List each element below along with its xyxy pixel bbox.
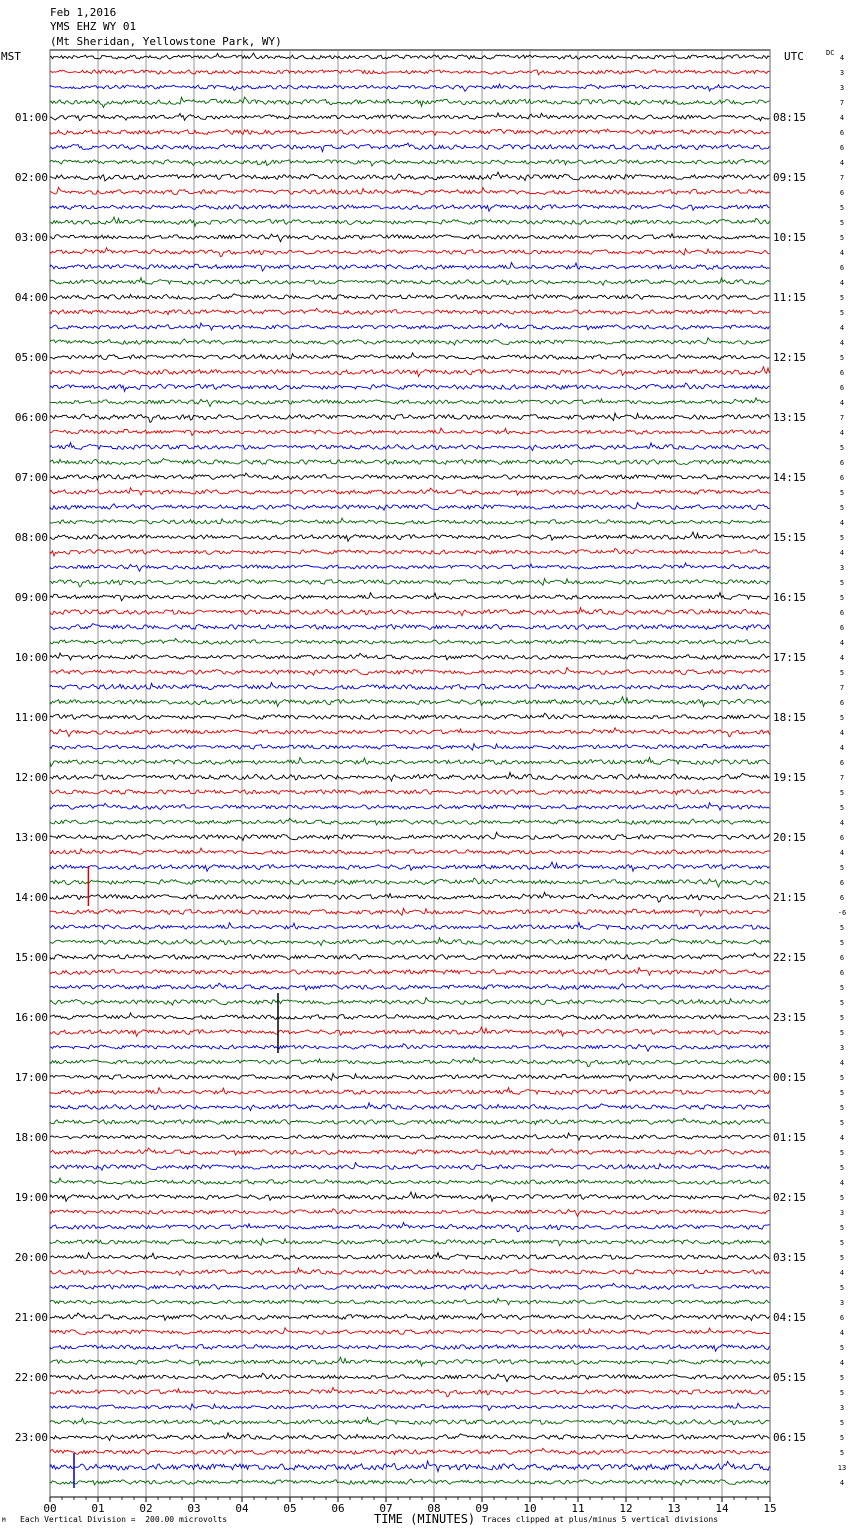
dc-offset-label: 3 [839, 1404, 845, 1412]
seismic-trace [50, 757, 770, 766]
seismic-trace [50, 263, 770, 272]
seismic-trace [50, 97, 770, 107]
seismic-trace [50, 1133, 770, 1140]
dc-offset-label: 4 [839, 639, 845, 647]
dc-offset-label: 5 [839, 1164, 845, 1172]
dc-offset-label: 5 [839, 1194, 845, 1202]
seismic-trace [50, 1209, 770, 1217]
mst-hour-label: 14:00 [14, 891, 48, 904]
left-timezone-label: MST [1, 50, 21, 63]
dc-offset-label: 6 [839, 954, 845, 962]
seismic-trace [50, 84, 770, 91]
dc-offset-label: 5 [839, 204, 845, 212]
page-title: Feb 1,2016 [50, 6, 117, 19]
x-tick-label: 14 [715, 1502, 729, 1515]
dc-offset-label: 4 [839, 729, 845, 737]
mst-hour-label: 06:00 [14, 411, 48, 424]
dc-offset-label: 4 [839, 819, 845, 827]
seismic-trace [50, 1118, 770, 1124]
dc-offset-label: 4 [839, 849, 845, 857]
utc-hour-label: 01:15 [773, 1131, 807, 1144]
utc-hour-label: 02:15 [773, 1191, 807, 1204]
dc-offset-label: 4 [839, 159, 845, 167]
right-timezone-label: UTC [784, 50, 804, 63]
seismic-trace [50, 1268, 770, 1275]
dc-offset-label: 5 [839, 939, 845, 947]
seismic-trace [50, 832, 770, 840]
x-tick-label: 05 [283, 1502, 297, 1515]
seismic-trace [50, 1192, 770, 1201]
mst-hour-label: 18:00 [14, 1131, 48, 1144]
utc-hour-label: 21:15 [773, 891, 807, 904]
seismic-trace [50, 1058, 770, 1067]
dc-offset-label: 5 [839, 669, 845, 677]
x-tick-label: 03 [187, 1502, 201, 1515]
dc-offset-label: 5 [839, 1224, 845, 1232]
dc-offset-label: 5 [839, 504, 845, 512]
seismic-trace [50, 1222, 770, 1231]
dc-offset-label: 6 [839, 189, 845, 197]
seismic-trace [50, 549, 770, 557]
x-tick-label: 15 [763, 1502, 777, 1515]
dc-offset-label: 4 [839, 279, 845, 287]
seismic-trace [50, 160, 770, 167]
seismic-trace [50, 1298, 770, 1305]
utc-hour-label: 23:15 [773, 1011, 807, 1024]
mst-hour-label: 05:00 [14, 351, 48, 364]
x-tick-label: 10 [523, 1502, 537, 1515]
seismic-trace [50, 70, 770, 75]
seismic-trace [50, 668, 770, 676]
dc-offset-label: 6 [839, 834, 845, 842]
seismic-trace [50, 1044, 770, 1052]
seismic-trace [50, 772, 770, 781]
mst-hour-label: 04:00 [14, 291, 48, 304]
seismic-trace [50, 248, 770, 257]
dc-offset-label: 4 [839, 54, 845, 62]
utc-hour-label: 12:15 [773, 351, 807, 364]
mst-hour-label: 15:00 [14, 951, 48, 964]
dc-offset-label: 5 [839, 789, 845, 797]
x-tick-label: 02 [139, 1502, 153, 1515]
seismic-trace [50, 1103, 770, 1111]
dc-offset-label: 6 [839, 879, 845, 887]
dc-offset-label: 5 [839, 864, 845, 872]
seismic-trace [50, 353, 770, 360]
location-label: (Mt Sheridan, Yellowstone Park, WY) [50, 35, 282, 48]
dc-offset-label: 5 [839, 1014, 845, 1022]
seismic-trace [50, 593, 770, 601]
seismic-trace [50, 1328, 770, 1335]
mst-hour-label: 13:00 [14, 831, 48, 844]
dc-offset-label: 4 [839, 339, 845, 347]
x-tick-label: 12 [619, 1502, 633, 1515]
utc-hour-label: 16:15 [773, 591, 807, 604]
seismic-trace [50, 532, 770, 541]
dc-offset-label: 7 [839, 414, 845, 422]
seismic-trace [50, 790, 770, 795]
dc-offset-label: 5 [839, 1284, 845, 1292]
dc-offset-label: 3 [839, 564, 845, 572]
mst-hour-label: 01:00 [14, 111, 48, 124]
x-tick-label: 08 [427, 1502, 441, 1515]
mst-hour-label: 09:00 [14, 591, 48, 604]
seismic-trace [50, 443, 770, 451]
seismic-trace [50, 563, 770, 571]
x-tick-label: 09 [475, 1502, 489, 1515]
dc-offset-label: 4 [839, 1479, 845, 1487]
dc-offset-label: 5 [839, 444, 845, 452]
seismic-trace [50, 892, 770, 902]
seismic-trace [50, 862, 770, 871]
mst-hour-label: 03:00 [14, 231, 48, 244]
dc-offset-label: 4 [839, 744, 845, 752]
utc-hour-label: 17:15 [773, 651, 807, 664]
utc-hour-label: 15:15 [773, 531, 807, 544]
dc-offset-label: 6 [839, 894, 845, 902]
dc-offset-label: 5 [839, 1104, 845, 1112]
dc-offset-label: 5 [839, 579, 845, 587]
x-axis-label: TIME (MINUTES) [374, 1512, 476, 1526]
dc-offset-label: 5 [839, 234, 845, 242]
seismic-trace [50, 697, 770, 707]
dc-offset-label: 7 [839, 774, 845, 782]
mst-hour-label: 21:00 [14, 1311, 48, 1324]
seismic-trace [50, 579, 770, 587]
seismic-trace [50, 383, 770, 391]
dc-offset-label: 6 [839, 1314, 845, 1322]
seismic-trace [50, 803, 770, 810]
x-tick-label: 06 [331, 1502, 345, 1515]
dc-offset-label: 5 [839, 924, 845, 932]
x-tick-label: 01 [91, 1502, 105, 1515]
label-group [15, 54, 846, 1515]
dc-offset-label: 5 [839, 594, 845, 602]
utc-hour-label: 09:15 [773, 171, 807, 184]
seismic-trace [50, 1433, 770, 1441]
utc-hour-label: 18:15 [773, 711, 807, 724]
seismic-trace [50, 473, 770, 480]
dc-offset-label: 6 [839, 969, 845, 977]
utc-hour-label: 10:15 [773, 231, 807, 244]
mst-hour-label: 12:00 [14, 771, 48, 784]
dc-offset-label: 4 [839, 399, 845, 407]
dc-offset-label: 4 [839, 1059, 845, 1067]
seismic-trace [50, 129, 770, 135]
seismic-trace [50, 234, 770, 242]
dc-offset-label: 6 [839, 609, 845, 617]
dc-offset-label: 3 [839, 84, 845, 92]
trace-group [50, 53, 770, 1488]
x-tick-label: 07 [379, 1502, 393, 1515]
seismic-trace [50, 1357, 770, 1366]
seismic-trace [50, 294, 770, 300]
dc-offset-label: 7 [839, 684, 845, 692]
mst-hour-label: 20:00 [14, 1251, 48, 1264]
dc-offset-label: 7 [839, 174, 845, 182]
seismic-trace [50, 398, 770, 407]
seismic-trace [50, 608, 770, 616]
dc-offset-label: 3 [839, 1044, 845, 1052]
dc-offset-label: 4 [839, 1179, 845, 1187]
seismic-trace [50, 998, 770, 1006]
x-tick-label: 13 [667, 1502, 681, 1515]
utc-hour-label: 03:15 [773, 1251, 807, 1264]
dc-offset-label: 4 [839, 654, 845, 662]
dc-offset-label: 5 [839, 219, 845, 227]
dc-offset-label: 5 [839, 714, 845, 722]
mst-hour-label: 22:00 [14, 1371, 48, 1384]
corner-mark: M [2, 1517, 6, 1524]
dc-offset-label: 4 [839, 429, 845, 437]
dc-offset-label: 3 [839, 1299, 845, 1307]
scale-note: Each Vertical Division = 200.00 microvolts [20, 1515, 228, 1524]
dc-offset-label: 5 [839, 1419, 845, 1427]
dc-offset-label: 5 [839, 1344, 845, 1352]
dc-offset-label: 3 [839, 1209, 845, 1217]
mst-hour-label: 11:00 [14, 711, 48, 724]
utc-hour-label: 04:15 [773, 1311, 807, 1324]
seismic-trace [50, 503, 770, 511]
dc-offset-label: 4 [839, 249, 845, 257]
x-tick-label: 00 [43, 1502, 57, 1515]
seismic-trace [50, 488, 770, 495]
dc-offset-label: 5 [839, 1149, 845, 1157]
seismic-trace [50, 187, 770, 194]
dc-offset-label: 5 [839, 309, 845, 317]
seismic-trace [50, 728, 770, 737]
mst-hour-label: 02:00 [14, 171, 48, 184]
seismic-trace [50, 653, 770, 660]
dc-offset-label: 6 [839, 384, 845, 392]
seismic-trace [50, 205, 770, 212]
seismic-trace [50, 1163, 770, 1171]
dc-offset-label: 5 [839, 1389, 845, 1397]
seismic-trace [50, 848, 770, 854]
seismic-trace [50, 1461, 770, 1472]
seismic-trace [50, 624, 770, 630]
dc-offset-label: -6 [837, 909, 847, 917]
mst-hour-label: 08:00 [14, 531, 48, 544]
seismic-trace [50, 518, 770, 524]
dc-offset-label: 5 [839, 999, 845, 1007]
seismic-trace [50, 923, 770, 930]
seismic-trace [50, 983, 770, 990]
dc-offset-label: 4 [839, 1269, 845, 1277]
seismic-trace [50, 367, 770, 377]
seismic-trace [50, 1313, 770, 1321]
utc-hour-label: 08:15 [773, 111, 807, 124]
dc-offset-label: 5 [839, 1074, 845, 1082]
mst-hour-label: 10:00 [14, 651, 48, 664]
utc-hour-label: 20:15 [773, 831, 807, 844]
dc-offset-label: 5 [839, 534, 845, 542]
dc-offset-label: 5 [839, 489, 845, 497]
seismic-trace [50, 1418, 770, 1425]
dc-offset-label: 5 [839, 1374, 845, 1382]
seismic-trace [50, 338, 770, 345]
seismic-trace [50, 1403, 770, 1410]
seismic-trace [50, 172, 770, 181]
dc-offset-label: 5 [839, 294, 845, 302]
seismic-trace [50, 53, 770, 59]
seismic-trace [50, 938, 770, 946]
seismic-trace [50, 278, 770, 286]
dc-offset-label: 13 [837, 1464, 847, 1472]
dc-offset-label: 6 [839, 459, 845, 467]
seismic-trace [50, 217, 770, 226]
station-label: YMS EHZ WY 01 [50, 20, 137, 33]
utc-hour-label: 05:15 [773, 1371, 807, 1384]
seismic-trace [50, 1239, 770, 1246]
mst-hour-label: 07:00 [14, 471, 48, 484]
utc-hour-label: 06:15 [773, 1431, 807, 1444]
dc-offset-label: 6 [839, 369, 845, 377]
dc-offset-label: 6 [839, 699, 845, 707]
dc-offset-label: 6 [839, 264, 845, 272]
utc-hour-label: 00:15 [773, 1071, 807, 1084]
seismic-trace [50, 1283, 770, 1289]
dc-offset-label: 6 [839, 474, 845, 482]
utc-hour-label: 11:15 [773, 291, 807, 304]
seismic-trace [50, 683, 770, 690]
mst-hour-label: 16:00 [14, 1011, 48, 1024]
seismic-trace [50, 323, 770, 330]
dc-offset-label: 5 [839, 1434, 845, 1442]
utc-hour-label: 14:15 [773, 471, 807, 484]
seismic-trace [50, 744, 770, 750]
seismic-trace [50, 953, 770, 960]
seismic-trace [50, 878, 770, 887]
dc-offset-label: 6 [839, 624, 845, 632]
seismic-trace [50, 308, 770, 314]
dc-offset-label: 6 [839, 144, 845, 152]
dc-offset-label: 4 [839, 1329, 845, 1337]
seismic-trace [50, 413, 770, 422]
seismic-trace [50, 428, 770, 436]
seismic-trace [50, 1013, 770, 1020]
seismic-trace [50, 143, 770, 152]
seismic-trace [50, 639, 770, 645]
seismic-trace [50, 1479, 770, 1485]
dc-label: DC [826, 49, 835, 57]
dc-offset-label: 4 [839, 1359, 845, 1367]
dc-offset-label: 5 [839, 1089, 845, 1097]
seismic-trace [50, 1178, 770, 1184]
dc-offset-label: 5 [839, 354, 845, 362]
dc-offset-label: 4 [839, 549, 845, 557]
mst-hour-label: 19:00 [14, 1191, 48, 1204]
clip-note: Traces clipped at plus/minus 5 vertical divisions [482, 1515, 719, 1524]
utc-hour-label: 19:15 [773, 771, 807, 784]
x-tick-label: 04 [235, 1502, 249, 1515]
dc-offset-label: 6 [839, 759, 845, 767]
seismic-trace [50, 1253, 770, 1260]
dc-offset-label: 5 [839, 984, 845, 992]
seismic-trace [50, 459, 770, 465]
seismic-trace [50, 1448, 770, 1454]
dc-offset-label: 5 [839, 1254, 845, 1262]
seismic-trace [50, 968, 770, 976]
seismic-trace [50, 1387, 770, 1396]
seismic-trace [50, 1373, 770, 1381]
seismic-trace [50, 1345, 770, 1352]
seismic-trace [50, 1074, 770, 1081]
utc-hour-label: 22:15 [773, 951, 807, 964]
dc-offset-label: 4 [839, 519, 845, 527]
dc-offset-label: 3 [839, 69, 845, 77]
plot-frame [50, 50, 770, 1497]
utc-hour-label: 13:15 [773, 411, 807, 424]
dc-offset-label: 5 [839, 1239, 845, 1247]
mst-hour-label: 23:00 [14, 1431, 48, 1444]
dc-offset-label: 4 [839, 324, 845, 332]
x-tick-label: 11 [571, 1502, 585, 1515]
dc-offset-label: 6 [839, 129, 845, 137]
dc-offset-label: 5 [839, 1119, 845, 1127]
seismic-trace [50, 818, 770, 825]
seismic-trace [50, 1148, 770, 1155]
seismic-trace [50, 1027, 770, 1036]
dc-offset-label: 5 [839, 804, 845, 812]
dc-offset-label: 4 [839, 114, 845, 122]
seismic-trace [50, 713, 770, 719]
mst-hour-label: 17:00 [14, 1071, 48, 1084]
seismic-trace [50, 908, 770, 916]
dc-offset-label: 4 [839, 1134, 845, 1142]
seismic-trace [50, 113, 770, 121]
dc-offset-label: 7 [839, 99, 845, 107]
dc-offset-label: 5 [839, 1029, 845, 1037]
seismic-trace [50, 1088, 770, 1095]
dc-offset-label: 5 [839, 1449, 845, 1457]
